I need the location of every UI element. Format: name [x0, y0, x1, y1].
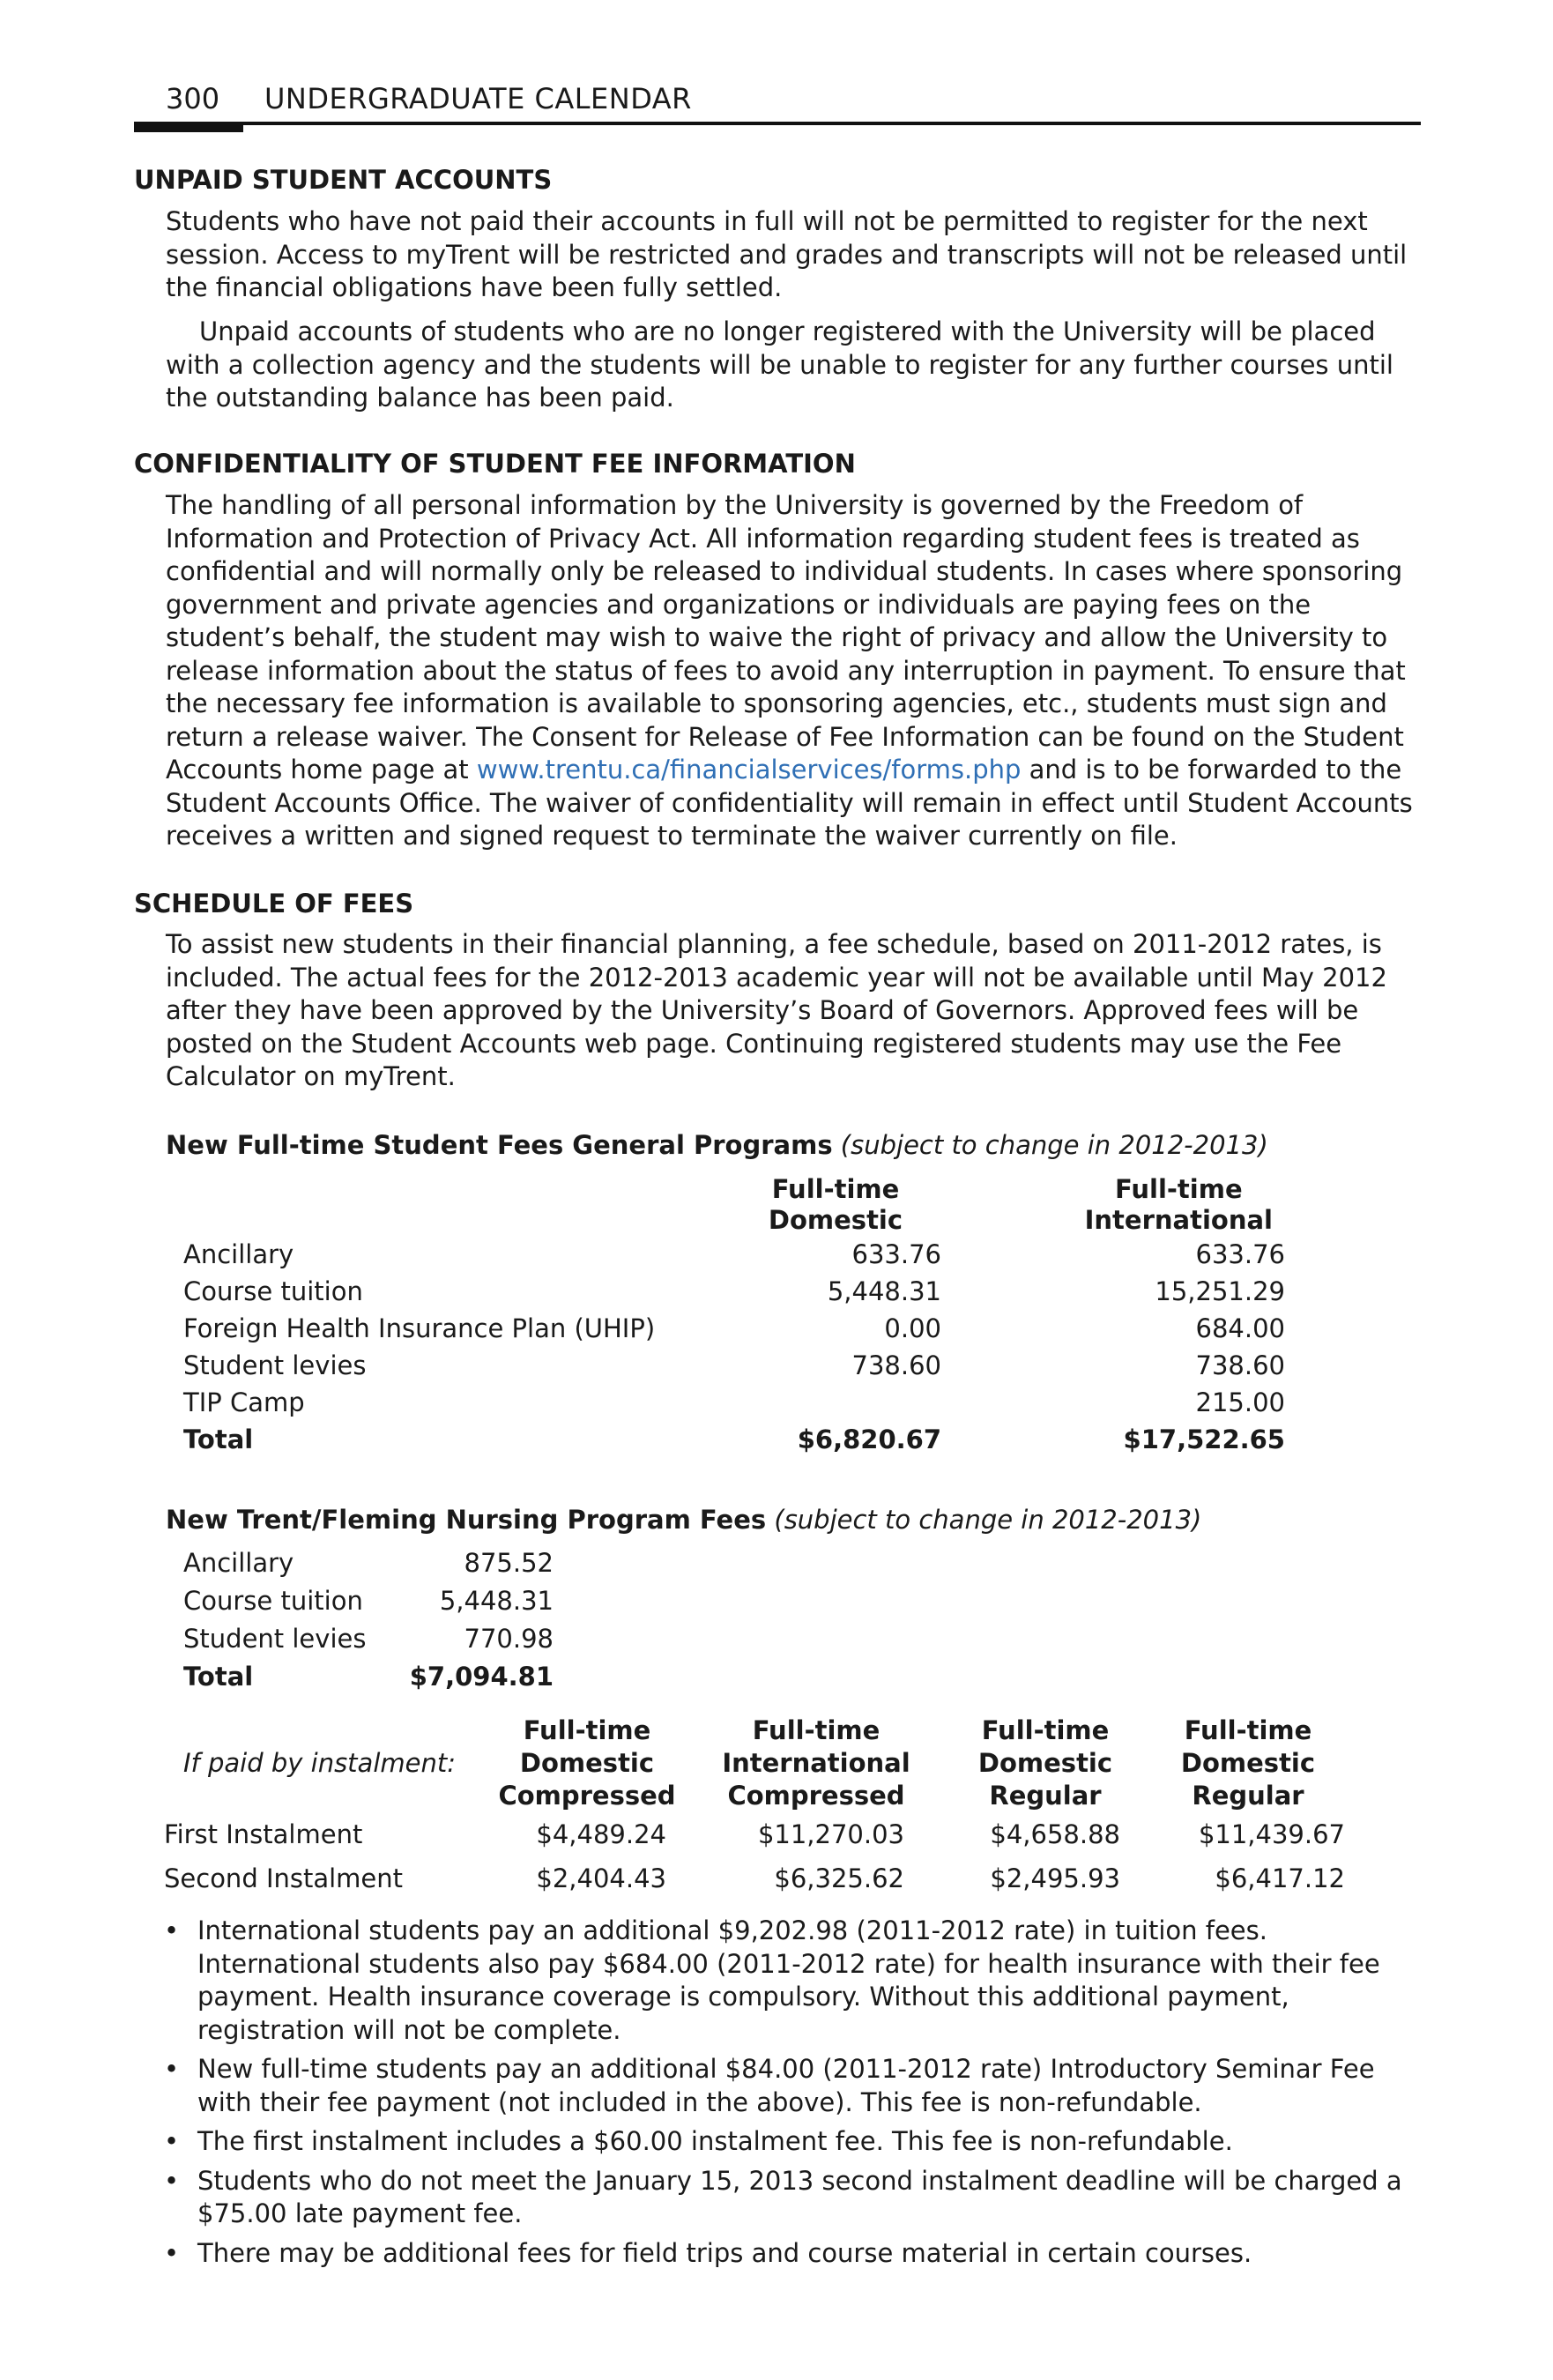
nursing-fees-title [166, 1504, 1201, 1536]
header-rule-tab [134, 122, 243, 132]
running-header [134, 81, 1421, 134]
table-row [183, 1544, 554, 1582]
table-row [183, 1236, 1285, 1273]
running-title: UNDERGRADUATE CALENDAR [264, 82, 692, 115]
total-label: Total [183, 1424, 254, 1454]
column-header-line1: Full-time [523, 1715, 651, 1745]
general-fees-table [183, 1174, 1285, 1458]
nursing-fee-amount: 5,448.31 [439, 1586, 554, 1616]
nursing-fees-title-bold: New Trent/Fleming Nursing Program Fees [166, 1505, 767, 1535]
column-header-international-line2: International [1084, 1205, 1273, 1235]
column-header-line2: International [722, 1748, 910, 1778]
fee-domestic: 0.00 [884, 1313, 941, 1343]
column-header-international [941, 1174, 1285, 1236]
fee-domestic: 738.60 [851, 1350, 941, 1380]
fee-domestic [730, 1384, 941, 1421]
fee-international: 215.00 [1195, 1387, 1285, 1417]
section-heading-schedule-of-fees: SCHEDULE OF FEES [134, 889, 414, 919]
nursing-fee-amount: 875.52 [464, 1548, 554, 1578]
column-header-line2: Domestic [977, 1748, 1113, 1778]
unpaid-paragraph-2: Unpaid accounts of students who are no longer registered with the University will be placed with a collection agency and the students will be unable to register for any further courses until the outstanding balance has been paid. [166, 316, 1393, 413]
nursing-fee-amount: 770.98 [464, 1624, 554, 1654]
instalment-amount: $4,658.88 [990, 1819, 1120, 1849]
table-row [164, 1812, 1345, 1856]
general-fees-header-blank [183, 1174, 730, 1236]
list-item: • New full-time students pay an additional $84.00 (2011-2012 rate) Introductory Seminar Fee with their fee payment (not included in the above). This fee is non-refundable. [164, 2053, 1424, 2119]
column-header-line1: Full-time [1184, 1715, 1312, 1745]
instalment-amount: $11,270.03 [757, 1819, 904, 1849]
table-row [183, 1347, 1285, 1384]
instalment-column-header [940, 1714, 1151, 1812]
confidentiality-text-start: The handling of all personal information by the University is governed by the Freedom of Information and Protection of Privacy Act. All information regarding student fees is treated as confidential and will normally only be released to individual students. In cases where sponsoring government and private agencies and organizations or individuals are paying fees on the student’s behalf, the student may wish to waive the right of privacy and allow the University to release information about the status of fees to avoid any interruption in payment. To ensure that the necessary fee information is available to sponsoring agencies, etc., students must sign and return a release waiver. The Consent for Release of Fee Information can be found on the Student Accounts home page at [166, 490, 1406, 785]
header-rule [134, 122, 1421, 125]
general-fees-header-row [183, 1174, 1285, 1236]
fee-label: TIP Camp [183, 1387, 305, 1417]
section-heading-confidentiality: CONFIDENTIALITY OF STUDENT FEE INFORMATION [134, 449, 856, 479]
nursing-fee-label: Ancillary [183, 1548, 294, 1578]
forms-link[interactable]: www.trentu.ca/financialservices/forms.php [476, 755, 1022, 785]
instalment-row-label: First Instalment [164, 1819, 363, 1849]
column-header-line3: Regular [989, 1781, 1102, 1811]
column-header-line3: Regular [1192, 1781, 1304, 1811]
column-header-domestic-line2: Domestic [768, 1205, 903, 1235]
total-row [183, 1658, 554, 1696]
unpaid-paragraph-1: Students who have not paid their accounts in full will not be permitted to register for the next session. Access to myTrent will be restricted and grades and transcripts will not be released until the financial obligations have been fully settled. [166, 206, 1408, 302]
general-fees-title-note: (subject to change in 2012-2013) [840, 1130, 1268, 1160]
nursing-fees-title-note: (subject to change in 2012-2013) [774, 1505, 1202, 1535]
nursing-total-label: Total [183, 1662, 254, 1692]
column-header-line3: Compressed [727, 1781, 905, 1811]
column-header-line1: Full-time [981, 1715, 1110, 1745]
general-fees-title [166, 1129, 1268, 1161]
fee-label: Course tuition [183, 1276, 363, 1306]
confidentiality-text-end: and is to be forwarded to the Student Accounts Office. The waiver of confidentiality will remain in effect until Student Accounts receives a written and signed request to terminate the waiver currently on file. [166, 755, 1413, 851]
column-header-line2: Domestic [519, 1748, 655, 1778]
instalment-amount: $4,489.24 [536, 1819, 666, 1849]
instalment-amount: $6,417.12 [1215, 1863, 1345, 1893]
fee-label: Foreign Health Insurance Plan (UHIP) [183, 1313, 656, 1343]
column-header-line2: Domestic [1180, 1748, 1316, 1778]
column-header-line3: Compressed [498, 1781, 676, 1811]
nursing-fee-label: Student levies [183, 1624, 367, 1654]
instalment-column-header [481, 1714, 693, 1812]
fee-domestic: 5,448.31 [827, 1276, 941, 1306]
list-item: • There may be additional fees for field trips and course material in certain courses. [164, 2237, 1424, 2271]
instalment-row-label: Second Instalment [164, 1863, 404, 1893]
table-row [183, 1310, 1285, 1347]
nursing-fees-table [183, 1544, 554, 1696]
instalment-amount: $6,325.62 [774, 1863, 904, 1893]
nursing-fee-label: Course tuition [183, 1586, 363, 1616]
fee-notes-list [164, 1915, 1424, 2276]
schedule-paragraph: To assist new students in their financial planning, a fee schedule, based on 2011-2012 rates, is included. The actual fees for the 2012-2013 academic year will not be available until May 2012 after they have been approved by the University’s Board of Governors. Approved fees will be posted on the Student Accounts web page. Continuing registered students may use the Fee Calculator on myTrent. [166, 929, 1387, 1091]
fee-domestic: 633.76 [851, 1239, 941, 1269]
section-heading-unpaid-accounts: UNPAID STUDENT ACCOUNTS [134, 165, 553, 195]
confidentiality-paragraph [166, 489, 1422, 853]
instalment-amount: $2,404.43 [536, 1863, 666, 1893]
table-row [183, 1620, 554, 1658]
total-domestic: $6,820.67 [797, 1424, 941, 1454]
column-header-line1: Full-time [752, 1715, 881, 1745]
list-item: • Students who do not meet the January 15, 2013 second instalment deadline will be charged a $75.00 late payment fee. [164, 2165, 1424, 2231]
column-header-domestic-line1: Full-time [771, 1174, 900, 1204]
general-fees-title-bold: New Full-time Student Fees General Programs [166, 1130, 833, 1160]
page-number: 300 [166, 82, 220, 115]
total-row [183, 1421, 1285, 1458]
instalment-header-row [164, 1714, 1345, 1812]
fee-international: 684.00 [1195, 1313, 1285, 1343]
list-item: • International students pay an additional $9,202.98 (2011-2012 rate) in tuition fees. International students also pay $684.00 (2011-2012 rate) for health insurance with their fee payment. Health insurance coverage is compulsory. Without this additional payment, registration will not be complete. [164, 1915, 1424, 2047]
fee-international: 633.76 [1195, 1239, 1285, 1269]
fee-international: 15,251.29 [1155, 1276, 1285, 1306]
fee-label: Ancillary [183, 1239, 294, 1269]
list-item: • The first instalment includes a $60.00 instalment fee. This fee is non-refundable. [164, 2125, 1424, 2159]
instalment-table [164, 1714, 1345, 1900]
column-header-domestic [730, 1174, 941, 1236]
column-header-international-line1: Full-time [1115, 1174, 1243, 1204]
instalment-amount: $2,495.93 [990, 1863, 1120, 1893]
table-row [183, 1582, 554, 1620]
table-row [164, 1856, 1345, 1900]
fee-international: 738.60 [1195, 1350, 1285, 1380]
total-international: $17,522.65 [1123, 1424, 1285, 1454]
fee-label: Student levies [183, 1350, 367, 1380]
table-row [183, 1384, 1285, 1421]
table-row [183, 1273, 1285, 1310]
instalment-column-header [1151, 1714, 1345, 1812]
instalment-label: If paid by instalment: [183, 1748, 456, 1778]
instalment-amount: $11,439.67 [1198, 1819, 1345, 1849]
nursing-total-amount: $7,094.81 [409, 1662, 554, 1692]
instalment-column-header [693, 1714, 940, 1812]
